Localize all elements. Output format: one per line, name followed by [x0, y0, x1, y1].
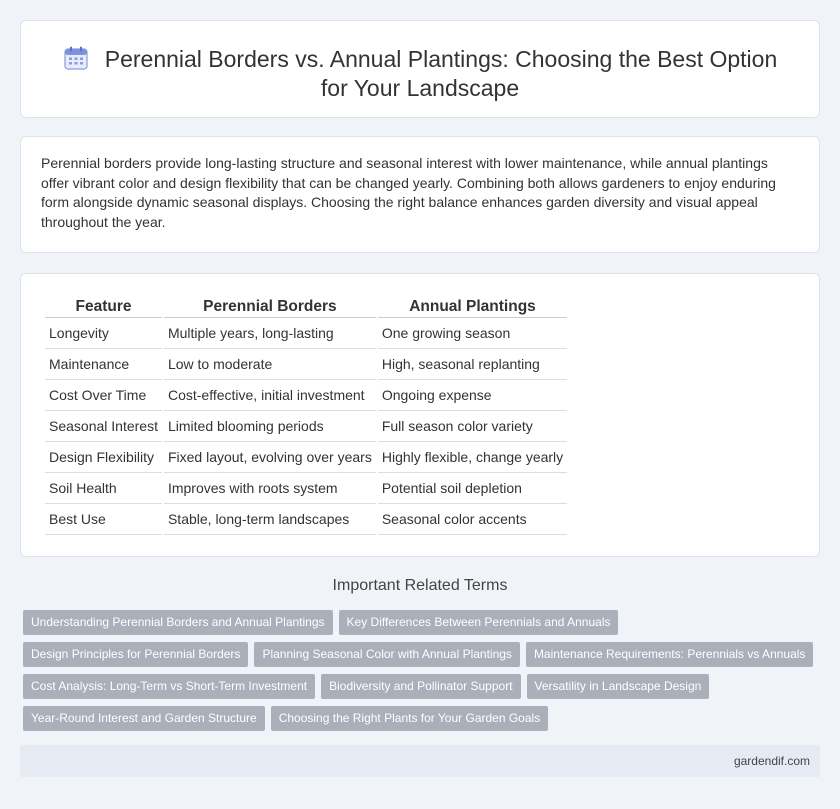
tag-row: [23, 706, 823, 738]
table-row: [45, 504, 567, 535]
header-annual: Annual Plantings: [378, 296, 567, 318]
table-cell: Fixed layout, evolving over years: [164, 442, 376, 473]
table-cell: Full season color variety: [378, 411, 567, 442]
header-perennial: Perennial Borders: [164, 296, 376, 318]
table-cell: Potential soil depletion: [378, 473, 567, 504]
table-header-row: [45, 296, 567, 318]
intro-paragraph: Perennial borders provide long-lasting structure and seasonal interest with lower maintenance, while annual plantings offer vibrant color and design flexibility that can be changed yearly. Combining both allows gardeners to enjoy enduring form alongside dynamic seasonal displays. Choosing the right balance enhances garden diversity and visual appeal throughout the year.: [41, 155, 776, 230]
table-cell: Soil Health: [45, 473, 162, 504]
related-term-tag[interactable]: Choosing the Right Plants for Your Garden Goals: [271, 706, 549, 731]
header-feature: Feature: [45, 296, 162, 318]
table-cell: Maintenance: [45, 349, 162, 380]
header-card: [20, 20, 820, 118]
table-cell: Low to moderate: [164, 349, 376, 380]
related-term-tag[interactable]: Versatility in Landscape Design: [527, 674, 710, 699]
table-cell: Limited blooming periods: [164, 411, 376, 442]
calendar-icon: [63, 45, 89, 71]
footer: [20, 745, 820, 777]
page-title-text: Perennial Borders vs. Annual Plantings: Choosing the Best Option for Your Landscape: [104, 46, 778, 101]
table-row: [45, 473, 567, 504]
related-terms-title: Important Related Terms: [332, 577, 508, 594]
table-cell: Cost Over Time: [45, 380, 162, 411]
footer-site[interactable]: gardendif.com: [733, 754, 810, 768]
table-cell: Design Flexibility: [45, 442, 162, 473]
table-cell: Highly flexible, change yearly: [378, 442, 567, 473]
comparison-card: [20, 273, 820, 557]
related-term-tag[interactable]: Cost Analysis: Long-Term vs Short-Term Investment: [23, 674, 315, 699]
table-cell: Longevity: [45, 318, 162, 349]
table-cell: Multiple years, long-lasting: [164, 318, 376, 349]
table-row: [45, 380, 567, 411]
tag-row: [23, 610, 823, 642]
table-row: [45, 349, 567, 380]
related-term-tag[interactable]: Year-Round Interest and Garden Structure: [23, 706, 265, 731]
table-cell: Ongoing expense: [378, 380, 567, 411]
related-term-tag[interactable]: Understanding Perennial Borders and Annual Plantings: [23, 610, 333, 635]
table-cell: Best Use: [45, 504, 162, 535]
table-row: [45, 411, 567, 442]
table-cell: High, seasonal replanting: [378, 349, 567, 380]
table-cell: Seasonal Interest: [45, 411, 162, 442]
page-title: [51, 45, 789, 103]
table-row: [45, 318, 567, 349]
table-row: [45, 442, 567, 473]
related-term-tag[interactable]: Biodiversity and Pollinator Support: [321, 674, 520, 699]
table-cell: Cost-effective, initial investment: [164, 380, 376, 411]
related-term-tag[interactable]: Maintenance Requirements: Perennials vs Annuals: [526, 642, 814, 667]
table-cell: Improves with roots system: [164, 473, 376, 504]
related-term-tag[interactable]: Key Differences Between Perennials and Annuals: [339, 610, 619, 635]
related-term-tag[interactable]: Planning Seasonal Color with Annual Plantings: [254, 642, 520, 667]
comparison-table: [43, 296, 569, 535]
tag-row: [23, 674, 823, 706]
table-cell: Stable, long-term landscapes: [164, 504, 376, 535]
tag-row: [23, 642, 823, 674]
related-term-tag[interactable]: Design Principles for Perennial Borders: [23, 642, 248, 667]
table-cell: Seasonal color accents: [378, 504, 567, 535]
table-cell: One growing season: [378, 318, 567, 349]
intro-card: [20, 136, 820, 253]
related-terms-list: [23, 610, 823, 738]
